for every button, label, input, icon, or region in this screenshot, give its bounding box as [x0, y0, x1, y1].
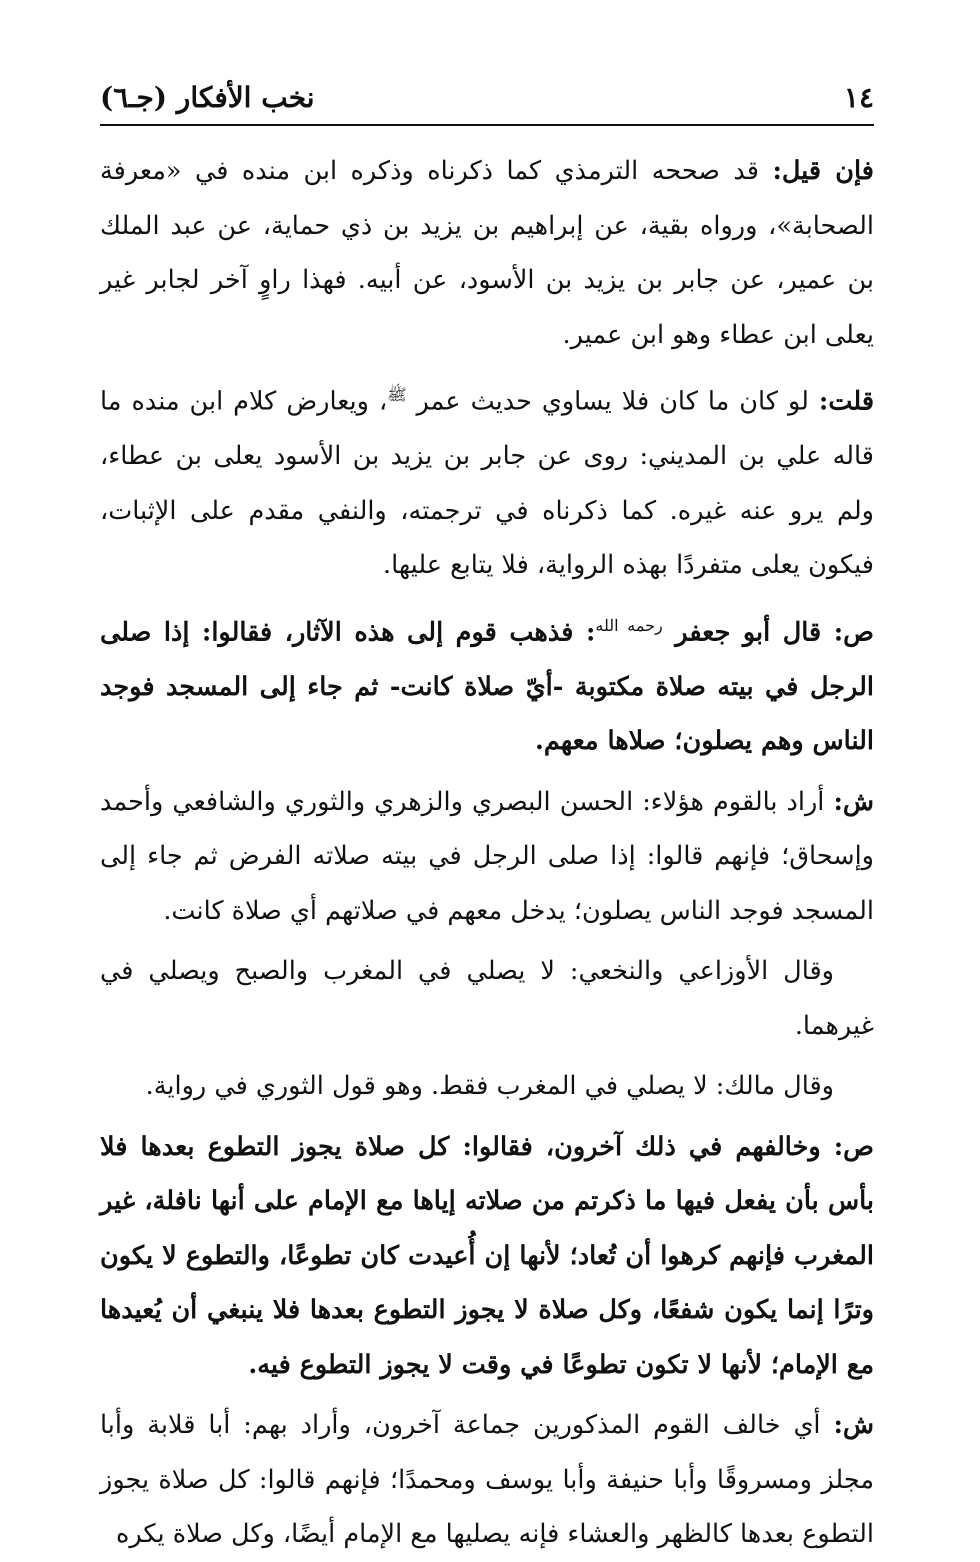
paragraph-text: وخالفهم في ذلك آخرون، فقالوا: كل صلاة يجوز التطوع بعدها فلا بأس بأن يفعل فيها ما ذكرتم من صلاته إياها مع الإمام على أنها نافلة، غير المغرب فإنهم كرهوا أن تُعاد؛ لأنها إن أُعيدت كان تطوعًا، والتطوع لا يكون وترًا إنما يكون شفعًا، وكل صلاة لا يجوز التطوع بعدها فلا ينبغي أن يُعيدها مع الإمام؛ لأنها لا تكون تطوعًا في وقت لا يجوز التطوع فيه. [100, 1131, 874, 1380]
paragraph-objection [100, 144, 874, 362]
paragraph-text: أراد بالقوم هؤلاء: الحسن البصري والزهري والثوري والشافعي وأحمد وإسحاق؛ فإنهم قالوا: إذا صلى الرجل في بيته صلاته الفرض ثم جاء إلى المسجد فوجد الناس يصلون؛ يدخل معهم في صلاتهم أي صلاة كانت. [100, 786, 874, 926]
paragraph-text: أي خالف القوم المذكورين جماعة آخرون، وأراد بهم: أبا قلابة وأبا مجلز ومسروقًا وأبا حنيفة وأبا يوسف ومحمدًا؛ فإنهم قالوا: كل صلاة يجوز التطوع بعدها كالظهر والعشاء فإنه يصليها مع الإمام أيضًا، وكل صلاة يكره [100, 1410, 874, 1549]
paragraph-lead: ش: [833, 1410, 874, 1440]
paragraph-text: قال أبو جعفر [662, 617, 834, 647]
paragraph-text: لو كان ما كان فلا يساوي حديث عمر [406, 386, 819, 417]
honorific-mark: ﷺ [387, 385, 407, 404]
paragraph-text: وقال الأوزاعي والنخعي: لا يصلي في المغرب والصبح ويصلي في غيرهما. [100, 956, 874, 1041]
paragraph-lead: ش: [833, 786, 874, 817]
paragraph-awzai [100, 944, 874, 1053]
page-number: ١٤ [843, 81, 874, 114]
paragraph-reply [100, 368, 874, 593]
paragraph-text: : فذهب قوم إلى هذه الآثار، فقالوا: إذا صلى الرجل في بيته صلاة مكتوبة -أيّ صلاة كانت- ثم جاء إلى المسجد فوجد الناس وهم يصلون؛ صلاها معهم. [100, 617, 874, 756]
paragraph-source-text [100, 599, 874, 769]
running-head [100, 0, 874, 114]
paragraph-commentary [100, 775, 874, 939]
honorific-mark: رحمه الله [595, 615, 663, 635]
paragraph-text: قد صححه الترمذي كما ذكرناه وذكره ابن منده في «معرفة الصحابة»، ورواه بقية، عن إبراهيم بن يزيد بن ذي حماية، عن عبد الملك بن عمير، عن جابر بن يزيد بن الأسود، عن أبيه. فهذا راوٍ آخر لجابر غير يعلى ابن عطاء وهو ابن عمير. [100, 156, 874, 350]
paragraph-commentary-2 [100, 1398, 874, 1562]
paragraph-lead: قلت: [818, 386, 875, 417]
paragraph-source-text-2 [100, 1120, 874, 1393]
book-title: نخب الأفكار (جـ٦) [100, 81, 315, 114]
paragraph-text: وقال مالك: لا يصلي في المغرب فقط. وهو قول الثوري في رواية. [145, 1071, 834, 1101]
header-rule [100, 124, 874, 126]
paragraph-lead: فإن قيل: [772, 156, 874, 186]
paragraph-lead: ص: [833, 617, 875, 647]
paragraph-malik [100, 1059, 874, 1114]
paragraph-lead: ص: [833, 1131, 874, 1162]
paragraph-text: ، ويعارض كلام ابن منده ما قاله علي بن المديني: روى عن جابر بن يزيد بن الأسود يعلى بن عطاء، ولم يرو عنه غيره. كما ذكرناه في ترجمته، والنفي مقدم على الإثبات، فيكون يعلى متفردًا بهذه الرواية، فلا يتابع عليها. [100, 386, 874, 580]
body-text [100, 144, 874, 1562]
